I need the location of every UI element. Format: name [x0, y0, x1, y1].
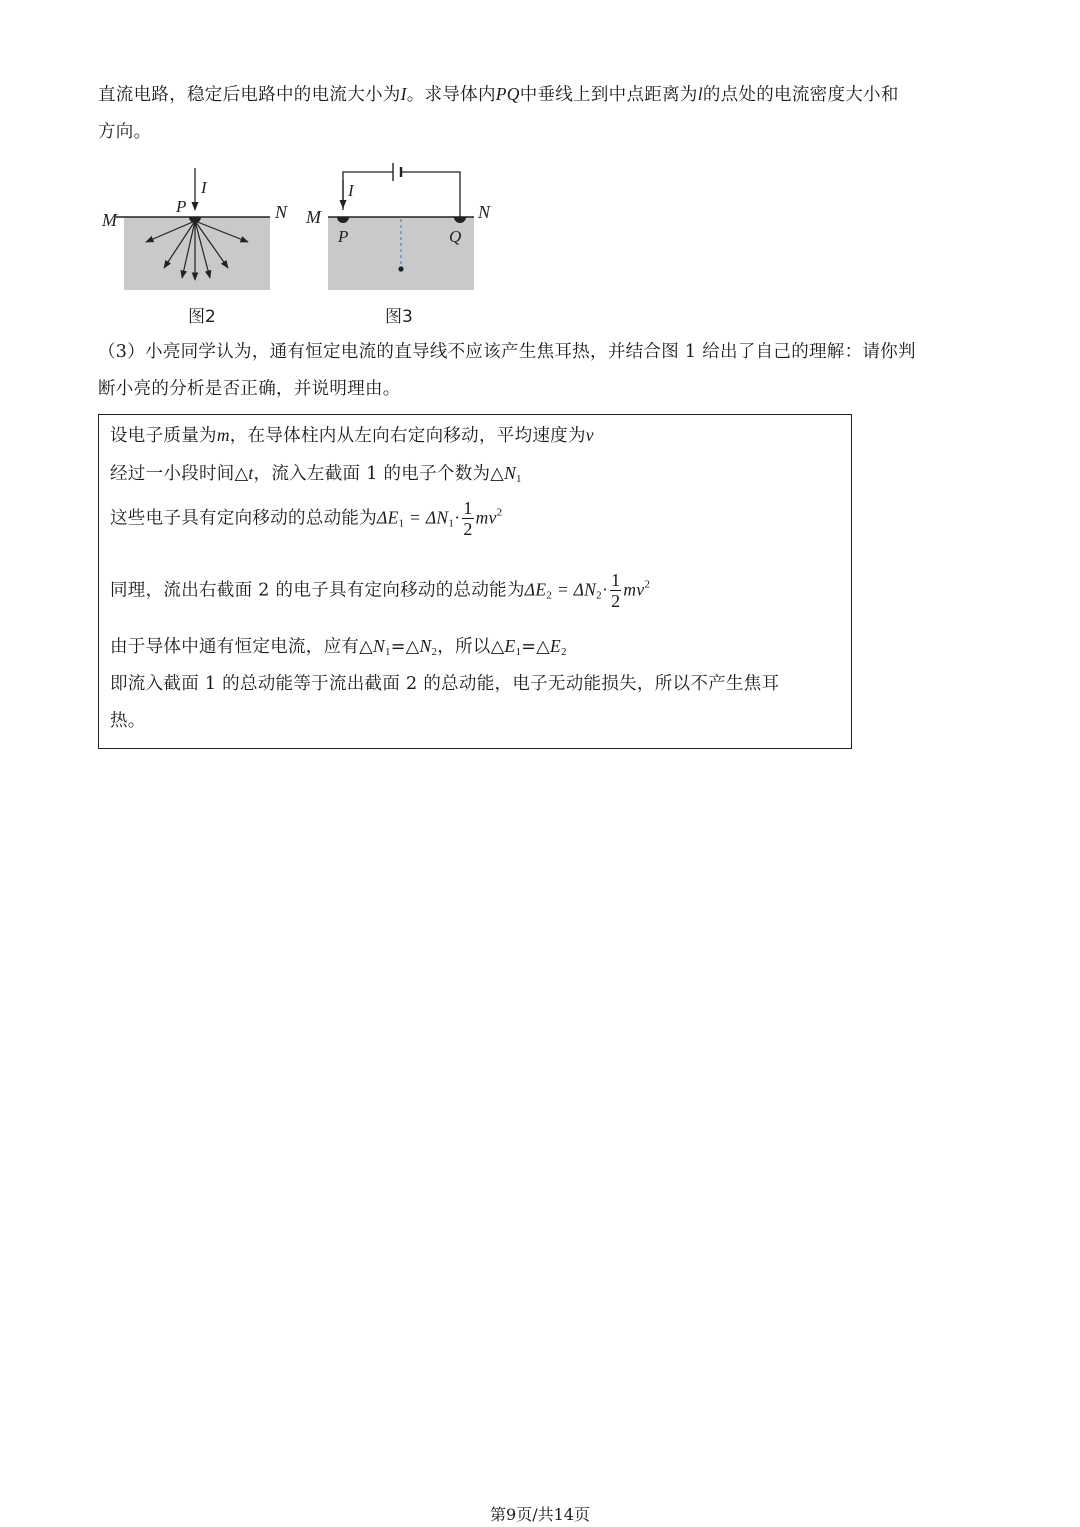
formula-delta-e2: ΔE — [524, 579, 547, 600]
fig2-label-p: P — [176, 197, 187, 216]
analysis-line-4: 同理，流出右截面 2 的电子具有定向移动的总动能为$\Delta E_2 = \Delta N_2\cdot$ $\frac{1}{2}$ $mv^2$ — [110, 570, 651, 611]
intro-paragraph — [98, 76, 983, 151]
question-3-line-2: 断小亮的分析是否正确，并说明理由。 — [98, 379, 401, 399]
fig3-label-m: M — [306, 207, 321, 227]
fig3-label-n: N — [478, 202, 491, 222]
figures-row — [98, 160, 518, 335]
fig2-caption: 图2 — [188, 307, 216, 327]
analysis-line-6: 即流入截面 1 的总动能等于流出截面 2 的总动能，电子无动能损失，所以不产生焦耳 — [110, 674, 780, 694]
fig3-label-i: I — [348, 181, 354, 200]
analysis-line-5: 由于导体中通有恒定电流，应有$\triangle N_1=\triangle N_2$，所以$\triangle E_1=\triangle E_2$ — [110, 636, 567, 658]
fig2-label-i: I — [201, 178, 207, 197]
fig3-point-dot — [398, 266, 403, 271]
analysis-box — [98, 414, 852, 749]
formula-delta-e1: ΔE — [377, 507, 399, 528]
fig3-label-q: Q — [449, 227, 462, 246]
fig2-label-m: M — [102, 210, 117, 230]
figures-svg — [98, 160, 518, 335]
intro-line-2: 方向。 — [98, 122, 152, 142]
fig3-caption: 图3 — [385, 307, 413, 327]
analysis-line-3: 这些电子具有定向移动的总动能为$\Delta E_1 = \Delta N_1\cdot$ $\frac{1}{2}$ $mv^2$ — [110, 498, 503, 539]
figure-3 — [305, 163, 491, 327]
analysis-line-1: 设电子质量为m，在导体柱内从左向右定向移动，平均速度为v — [110, 425, 594, 446]
page-footer: 第9页/共14页 — [490, 1505, 590, 1524]
analysis-line-7: 热。 — [110, 711, 146, 731]
analysis-line-2: 经过一小段时间△t，流入左截面 1 的电子个数为$\triangle N_1$ — [110, 463, 522, 485]
fig3-wire-right — [401, 172, 460, 217]
figure-2 — [101, 168, 288, 327]
fraction-one-half: $\frac{1}{2}$ — [463, 498, 473, 539]
fig3-label-p: P — [338, 227, 349, 246]
fig2-label-n: N — [275, 202, 288, 222]
question-3-line-1: （3）小亮同学认为，通有恒定电流的直导线不应该产生焦耳热，并结合图 1 给出了自己的理解：请你判 — [98, 342, 916, 362]
intro-line-1: 直流电路，稳定后电路中的电流大小为I。求导体内PQ中垂线上到中点距离为l的点处的电流密度大小和 — [98, 84, 899, 105]
question-3-paragraph — [98, 334, 983, 408]
fraction-one-half: $\frac{1}{2}$ — [611, 570, 621, 611]
